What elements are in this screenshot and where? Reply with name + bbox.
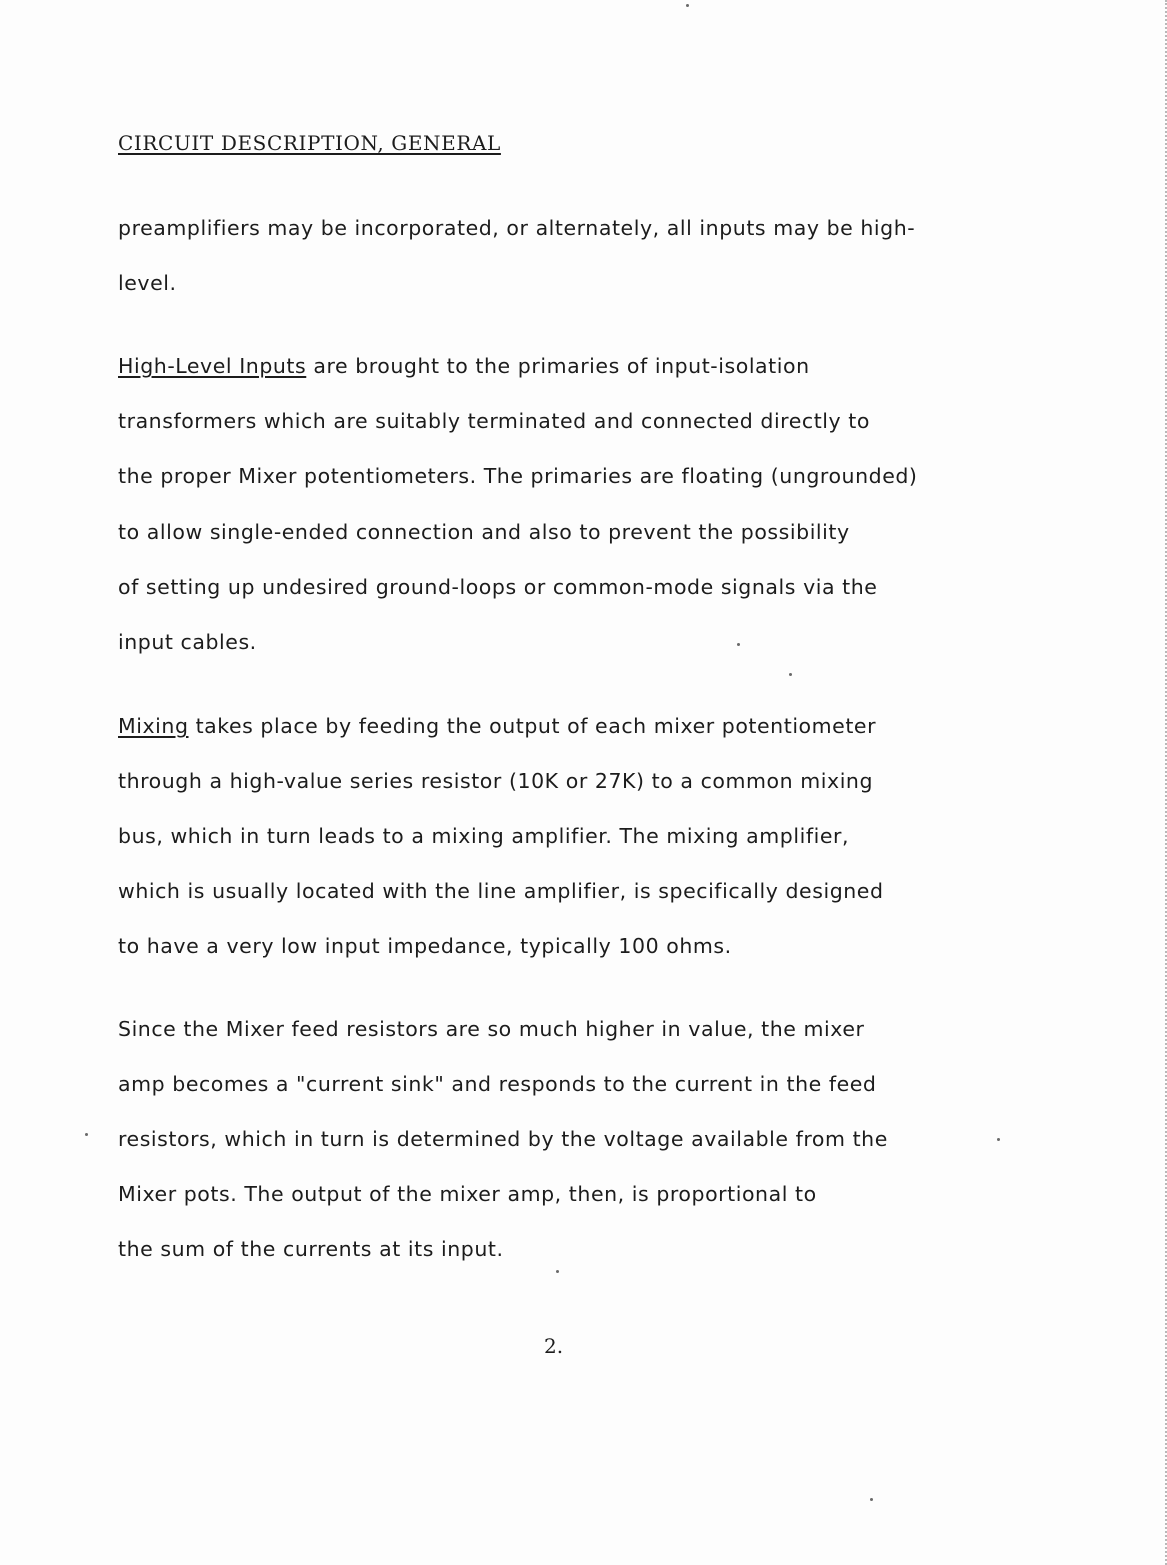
paragraph-4-line-2: amp becomes a "current sink" and responds to the current in the feed (118, 1072, 877, 1096)
scan-edge-marks (1153, 0, 1167, 1565)
paragraph-4-line-4: Mixer pots. The output of the mixer amp, then, is proportional to (118, 1182, 817, 1206)
paragraph-2-line-2: transformers which are suitably terminated and connected directly to (118, 409, 870, 433)
paragraph-2-line-1-text: are brought to the primaries of input-isolation (306, 354, 810, 378)
paragraph-3-line-5: to have a very low input impedance, typically 100 ohms. (118, 934, 732, 958)
scan-speck (85, 1133, 88, 1136)
paragraph-1-line-1: preamplifiers may be incorporated, or alternately, all inputs may be high- (118, 216, 916, 240)
run-in-heading-high-level-inputs: High-Level Inputs (118, 354, 307, 378)
scan-speck (870, 1498, 873, 1501)
paragraph-3-line-4: which is usually located with the line amplifier, is specifically designed (118, 879, 884, 903)
run-in-heading-mixing: Mixing (118, 714, 189, 738)
paragraph-2-line-4: to allow single-ended connection and also to prevent the possibility (118, 520, 850, 544)
paragraph-4-line-5: the sum of the currents at its input. (118, 1237, 504, 1261)
scan-speck (686, 4, 689, 7)
paragraph-4-line-1: Since the Mixer feed resistors are so much higher in value, the mixer (118, 1017, 865, 1041)
paragraph-3-line-1 (118, 713, 876, 739)
paragraph-4-line-3: resistors, which in turn is determined by the voltage available from the (118, 1127, 888, 1151)
paragraph-2-line-5: of setting up undesired ground-loops or common-mode signals via the (118, 575, 878, 599)
paragraph-1-line-2: level. (118, 271, 177, 295)
paragraph-2-line-6: input cables. (118, 630, 257, 654)
paragraph-3-line-1-text: takes place by feeding the output of each mixer potentiometer (188, 714, 877, 738)
scan-speck (556, 1270, 559, 1273)
paragraph-3-line-3: bus, which in turn leads to a mixing amplifier. The mixing amplifier, (118, 824, 850, 848)
paragraph-3-line-2: through a high-value series resistor (10K or 27K) to a common mixing (118, 769, 874, 793)
scan-speck (789, 673, 792, 676)
scan-speck (737, 643, 740, 646)
paragraph-2-line-1 (118, 353, 810, 379)
scan-speck (997, 1138, 1000, 1141)
paragraph-2-line-3: the proper Mixer potentiometers. The primaries are floating (ungrounded) (118, 464, 918, 488)
section-heading: CIRCUIT DESCRIPTION, GENERAL (118, 131, 501, 155)
page-number: 2. (544, 1334, 564, 1358)
